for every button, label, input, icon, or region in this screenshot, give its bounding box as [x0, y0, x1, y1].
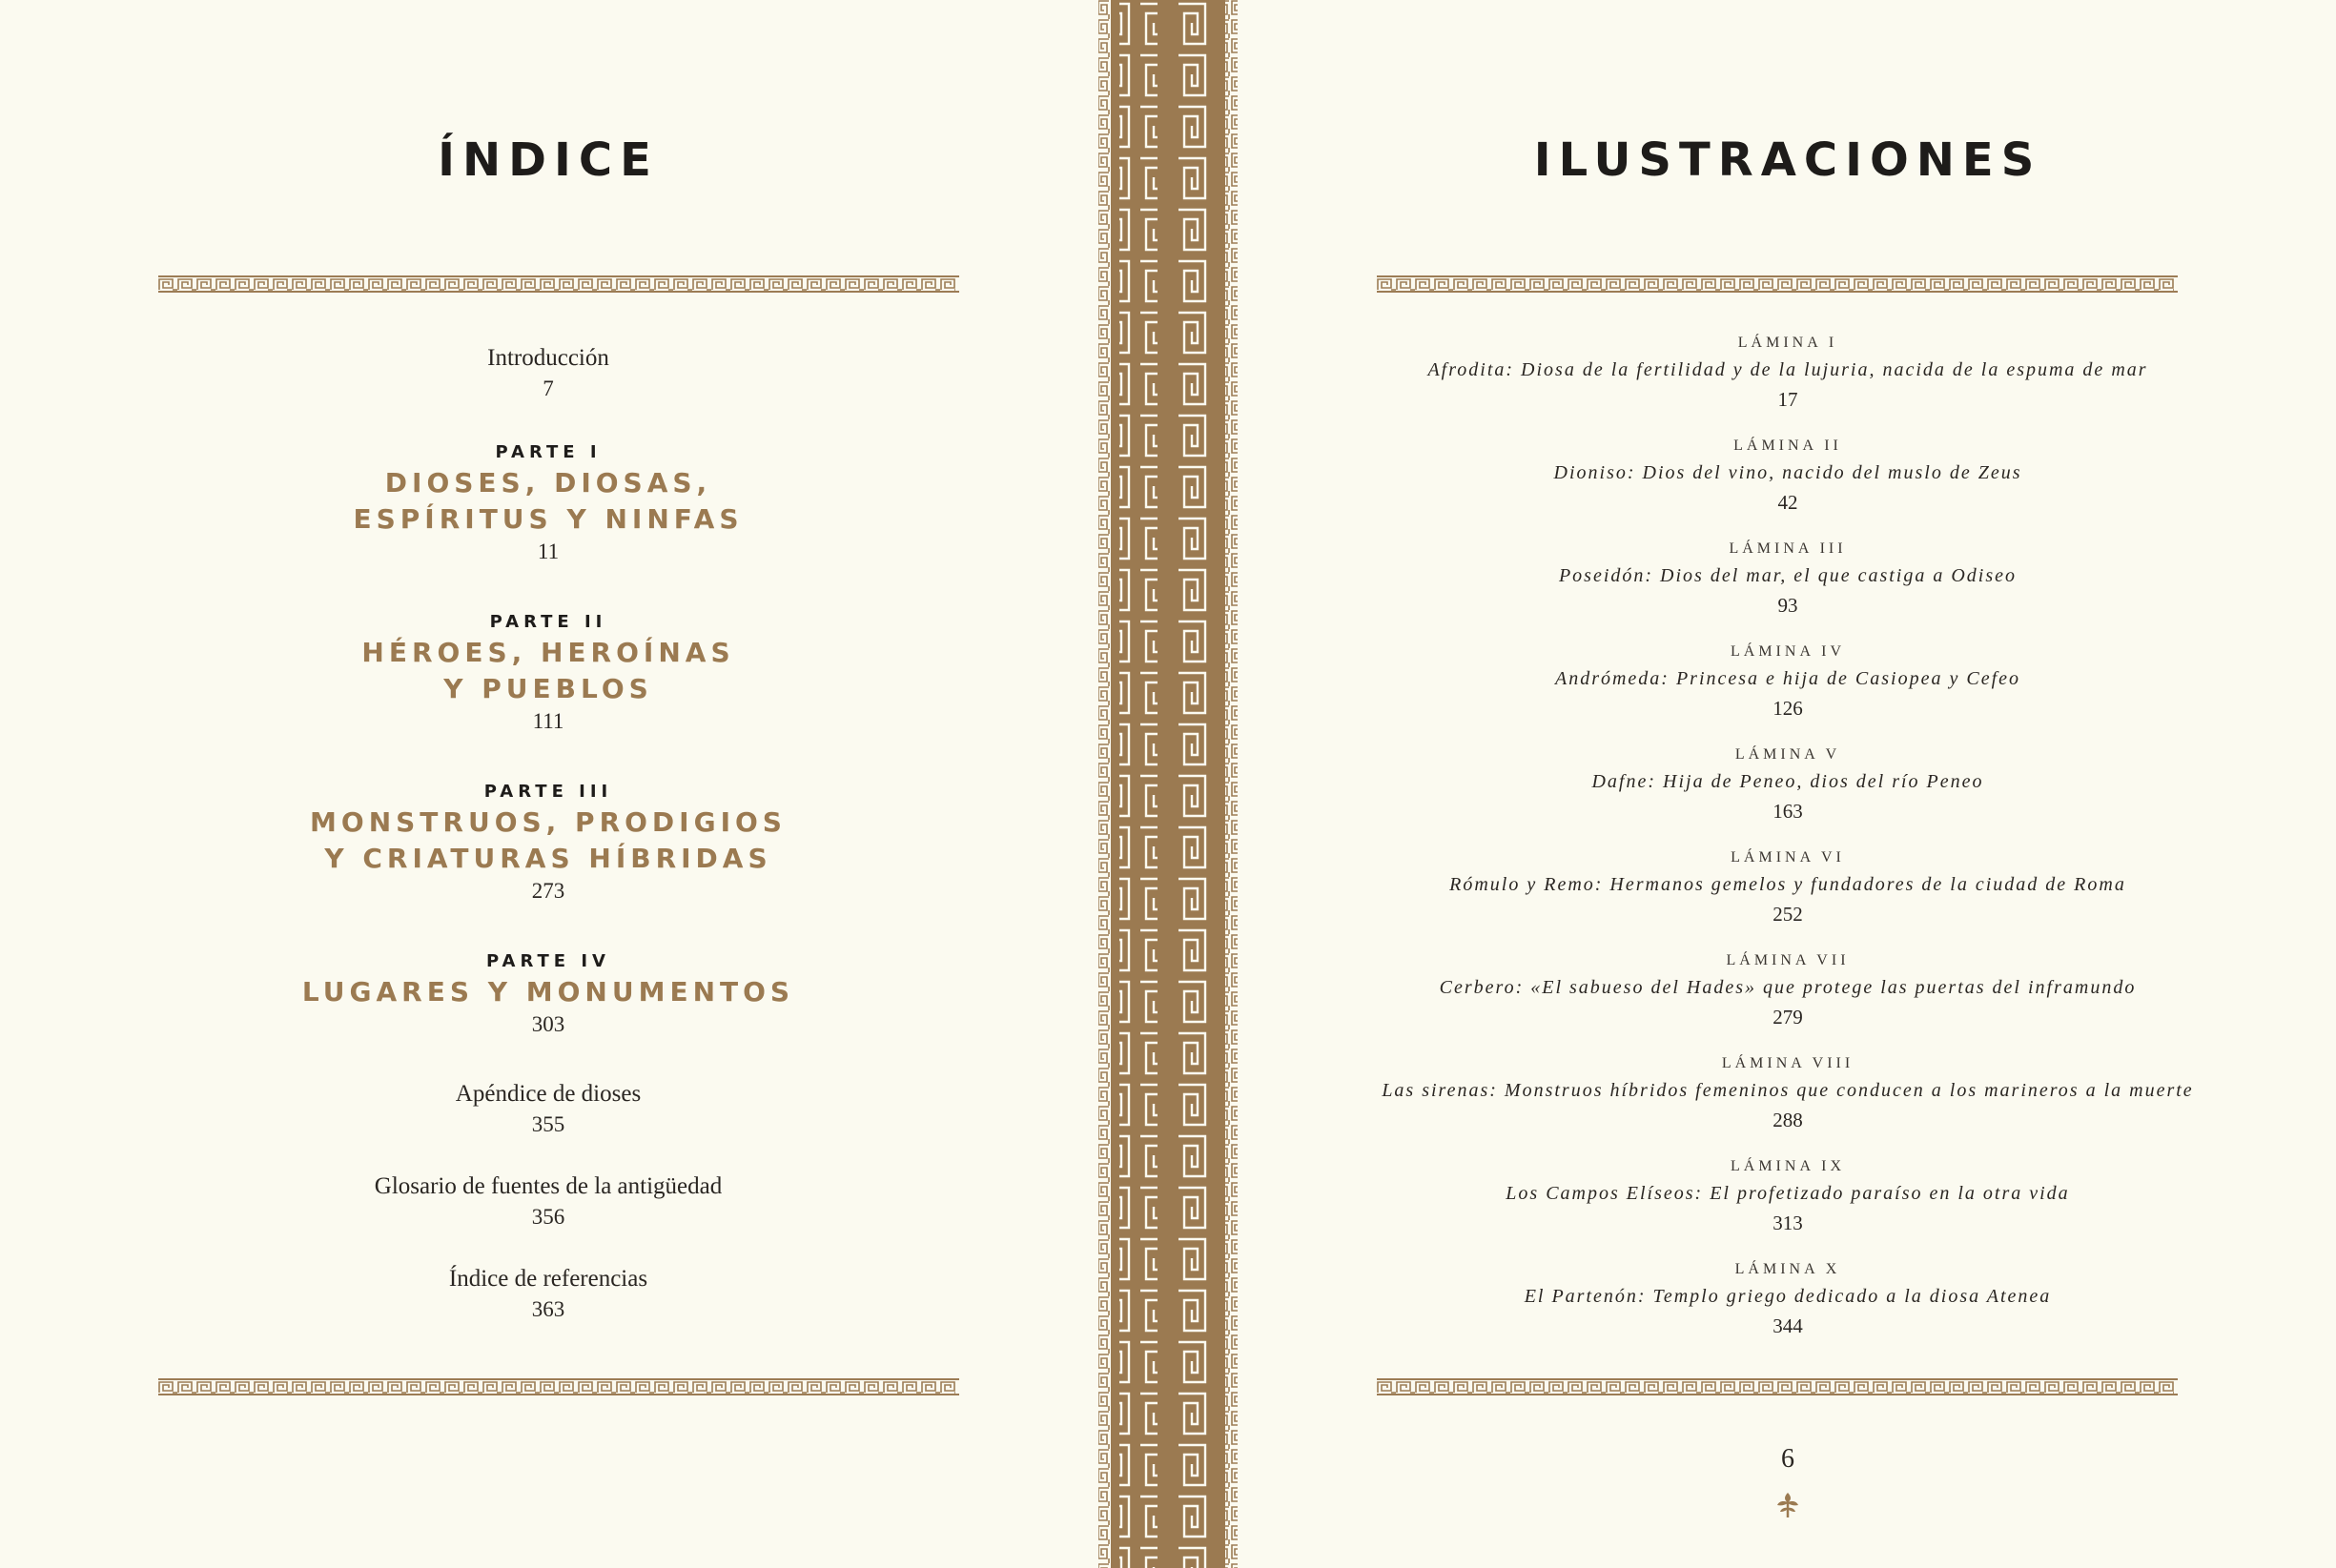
- part-title-line: Y CRIATURAS HÍBRIDAS: [324, 843, 772, 874]
- right-page: [1240, 0, 2336, 1568]
- toc-entry: [0, 342, 1096, 403]
- toc-part-entry: [0, 949, 1096, 1039]
- palmette-ornament-icon: [1775, 1490, 1800, 1523]
- plate-label: LÁMINA X: [1734, 1261, 1841, 1277]
- plate-entry: [1240, 1155, 2336, 1237]
- toc-page-number: 356: [531, 1205, 565, 1229]
- toc-label: Índice de referencias: [448, 1266, 648, 1292]
- part-label: PARTE IV: [486, 951, 610, 971]
- toc-part-entry: [0, 610, 1096, 736]
- plate-page-number: 42: [1777, 491, 1798, 514]
- plate-caption: Cerbero: «El sabueso del Hades» que protege las puertas del inframundo: [1439, 977, 2137, 998]
- plate-entry: [1240, 641, 2336, 723]
- greek-key-border-bottom: [1377, 1378, 2178, 1395]
- plate-entry: [1240, 846, 2336, 928]
- plate-entry: [1240, 949, 2336, 1031]
- plate-caption: Las sirenas: Monstruos híbridos femeninos que conducen a los marineros a la muerte: [1382, 1080, 2194, 1101]
- toc-entry: [0, 1078, 1096, 1139]
- plate-page-number: 163: [1772, 800, 1803, 823]
- plate-caption: Los Campos Elíseos: El profetizado paraíso en la otra vida: [1506, 1183, 2070, 1204]
- greek-key-column: [1096, 0, 1240, 1568]
- part-title-line: DIOSES, DIOSAS,: [384, 467, 712, 499]
- plate-caption: Rómulo y Remo: Hermanos gemelos y fundadores de la ciudad de Roma: [1449, 874, 2126, 895]
- toc-entry: [0, 1263, 1096, 1324]
- plate-label: LÁMINA IV: [1731, 643, 1845, 660]
- plate-label: LÁMINA II: [1733, 438, 1842, 454]
- plate-caption: Dioniso: Dios del vino, nacido del muslo de Zeus: [1553, 462, 2022, 483]
- plate-page-number: 17: [1777, 388, 1798, 411]
- plate-caption: Dafne: Hija de Peneo, dios del río Peneo: [1591, 771, 1984, 792]
- greek-key-border-top: [1377, 275, 2178, 293]
- toc-page-number: 303: [531, 1012, 565, 1036]
- toc-page-number: 363: [531, 1297, 565, 1321]
- plate-page-number: 126: [1772, 697, 1803, 720]
- part-title-line: ESPÍRITUS Y NINFAS: [353, 503, 744, 535]
- page-title-index: ÍNDICE: [438, 133, 659, 187]
- plate-entry: [1240, 332, 2336, 414]
- part-label: PARTE I: [495, 442, 602, 462]
- plate-caption: Afrodita: Diosa de la fertilidad y de la lujuria, nacida de la espuma de mar: [1427, 359, 2148, 380]
- plate-caption: Andrómeda: Princesa e hija de Casiopea y Cefeo: [1554, 668, 2021, 689]
- toc-page-number: 273: [531, 879, 565, 903]
- plate-page-number: 288: [1772, 1109, 1803, 1131]
- toc-page-number: 11: [537, 540, 560, 563]
- toc-label: Apéndice de dioses: [455, 1081, 642, 1107]
- plate-label: LÁMINA VIII: [1721, 1055, 1854, 1071]
- plate-label: LÁMINA I: [1737, 335, 1838, 351]
- toc-label: Glosario de fuentes de la antigüedad: [374, 1173, 723, 1199]
- part-label: PARTE II: [489, 612, 607, 632]
- plate-page-number: 93: [1777, 594, 1798, 617]
- plate-page-number: 279: [1772, 1006, 1803, 1028]
- plate-entry: [1240, 743, 2336, 825]
- toc-part-entry: [0, 780, 1096, 906]
- toc-page-number: 7: [543, 377, 554, 400]
- page-title-illustrations: ILUSTRACIONES: [1533, 133, 2042, 187]
- toc-page-number: 111: [532, 709, 564, 733]
- plate-label: LÁMINA VI: [1731, 849, 1845, 865]
- plate-entry: [1240, 1052, 2336, 1134]
- plate-entry: [1240, 538, 2336, 620]
- toc-entry: [0, 1171, 1096, 1232]
- part-title-line: LUGARES Y MONUMENTOS: [301, 976, 795, 1008]
- left-page: [0, 0, 1096, 1568]
- plate-caption: El Partenón: Templo griego dedicado a la diosa Atenea: [1524, 1286, 2052, 1307]
- plate-entry: [1240, 1258, 2336, 1340]
- part-title-line: HÉROES, HEROÍNAS: [361, 637, 735, 668]
- part-title-line: Y PUEBLOS: [443, 673, 653, 704]
- toc-label: Introducción: [487, 345, 609, 371]
- plate-page-number: 344: [1772, 1314, 1803, 1337]
- plate-label: LÁMINA VII: [1726, 952, 1850, 968]
- part-label: PARTE III: [483, 782, 613, 802]
- greek-key-border-bottom: [158, 1378, 959, 1395]
- plate-label: LÁMINA V: [1734, 746, 1841, 763]
- plate-label: LÁMINA III: [1729, 540, 1847, 557]
- plate-page-number: 313: [1772, 1212, 1803, 1234]
- plate-entry: [1240, 435, 2336, 517]
- toc-part-entry: [0, 440, 1096, 566]
- greek-key-border-top: [158, 275, 959, 293]
- page-number: 6: [1781, 1444, 1794, 1474]
- plate-page-number: 252: [1772, 903, 1803, 926]
- plate-caption: Poseidón: Dios del mar, el que castiga a Odiseo: [1558, 565, 2018, 586]
- part-title-line: MONSTRUOS, PRODIGIOS: [310, 806, 787, 838]
- toc-page-number: 355: [531, 1112, 565, 1136]
- plate-label: LÁMINA IX: [1731, 1158, 1845, 1174]
